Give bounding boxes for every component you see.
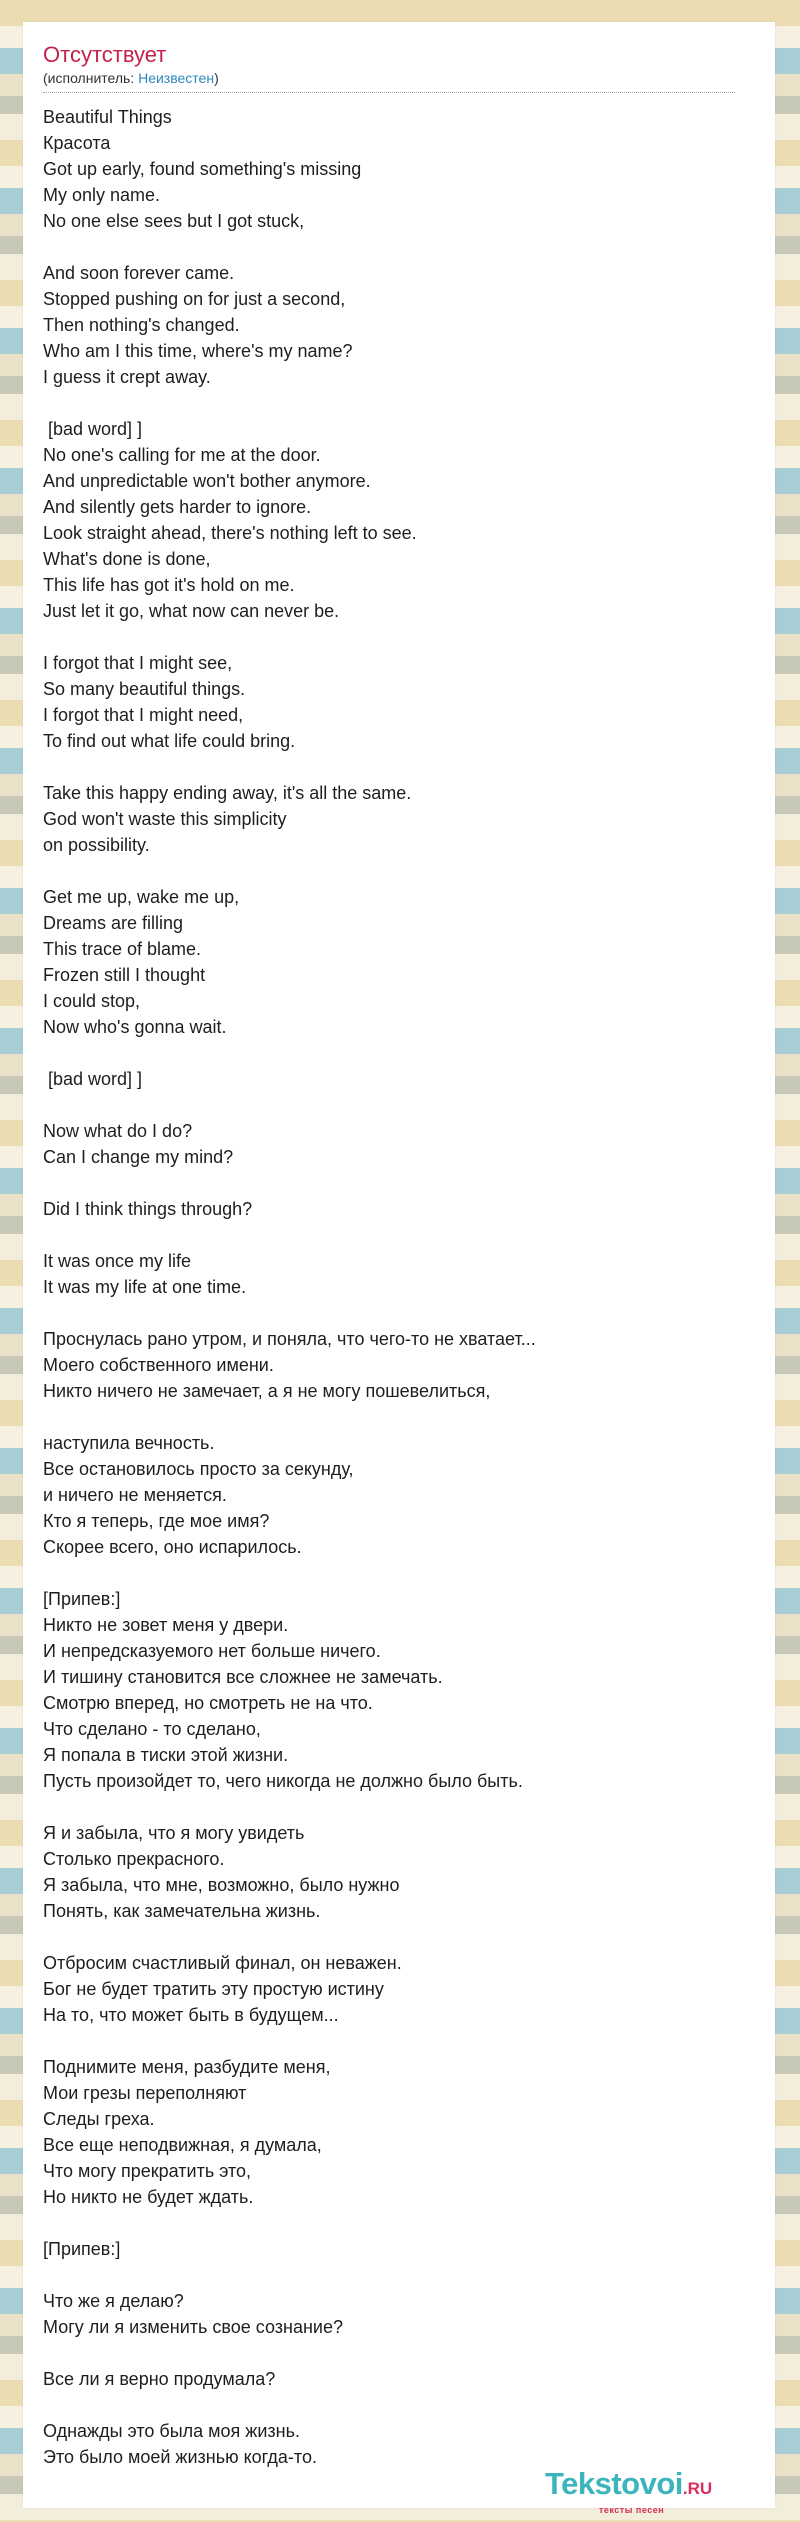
lyric-line: Что сделано - то сделано, — [43, 1719, 261, 1739]
page-content — [23, 22, 775, 2508]
lyric-line: I guess it crept away. — [43, 367, 211, 387]
lyric-line — [43, 1404, 743, 1430]
lyric-line — [43, 1092, 743, 1118]
lyric-line: No one's calling for me at the door. — [43, 445, 321, 465]
lyric-line: Beautiful Things — [43, 107, 172, 127]
lyric-line: Then nothing's changed. — [43, 315, 240, 335]
lyric-line — [43, 390, 743, 416]
lyric-line: [bad word] ] — [43, 419, 143, 439]
lyric-line: I could stop, — [43, 991, 141, 1011]
lyric-line: Поднимите меня, разбудите меня, — [43, 2057, 331, 2077]
lyrics-text — [43, 104, 743, 2470]
lyric-line: Никто не зовет меня у двери. — [43, 1615, 289, 1635]
lyric-line: [Припев:] — [43, 2239, 121, 2259]
lyric-line: My only name. — [43, 185, 161, 205]
lyric-line: Столько прекрасного. — [43, 1849, 225, 1869]
lyric-line: Но никто не будет ждать. — [43, 2187, 254, 2207]
lyric-line: Take this happy ending away, it's all the same. — [43, 783, 412, 803]
lyric-line: Now who's gonna wait. — [43, 1017, 227, 1037]
lyric-line: Dreams are filling — [43, 913, 184, 933]
lyric-line: Что же я делаю? — [43, 2291, 184, 2311]
lyric-line: Look straight ahead, there's nothing left to see. — [43, 523, 417, 543]
lyric-line: It was my life at one time. — [43, 1277, 247, 1297]
lyric-line: Я попала в тиски этой жизни. — [43, 1745, 289, 1765]
lyric-line: Могу ли я изменить свое сознание? — [43, 2317, 344, 2337]
lyric-line: This trace of blame. — [43, 939, 202, 959]
lyric-line: И непредсказуемого нет больше ничего. — [43, 1641, 381, 1661]
lyric-line: So many beautiful things. — [43, 679, 246, 699]
lyric-line: Frozen still I thought — [43, 965, 206, 985]
lyric-line: And soon forever came. — [43, 263, 235, 283]
lyric-line: Я и забыла, что я могу увидеть — [43, 1823, 305, 1843]
lyric-line: Моего собственного имени. — [43, 1355, 274, 1375]
lyric-line — [43, 2392, 743, 2418]
lyric-line: I forgot that I might see, — [43, 653, 233, 673]
lyric-line: on possibility. — [43, 835, 150, 855]
lyric-line: Just let it go, what now can never be. — [43, 601, 340, 621]
lyric-line — [43, 1924, 743, 1950]
lyric-line: Stopped pushing on for just a second, — [43, 289, 346, 309]
lyric-line: и ничего не меняется. — [43, 1485, 227, 1505]
song-title: Отсутствует — [43, 42, 167, 67]
lyric-line — [43, 1170, 743, 1196]
lyric-line: Следы греха. — [43, 2109, 155, 2129]
lyric-line: No one else sees but I got stuck, — [43, 211, 305, 231]
lyric-line: наступила вечность. — [43, 1433, 215, 1453]
lyric-line: Got up early, found something's missing — [43, 159, 362, 179]
lyric-line: And unpredictable won't bother anymore. — [43, 471, 371, 491]
logo-wordmark — [545, 2468, 755, 2505]
lyric-line: What's done is done, — [43, 549, 211, 569]
lyric-line: Я забыла, что мне, возможно, было нужно — [43, 1875, 400, 1895]
artist-prefix: (исполнитель: — [43, 70, 139, 86]
lyric-line: To find out what life could bring. — [43, 731, 296, 751]
lyric-line: Now what do I do? — [43, 1121, 193, 1141]
lyric-line: Who am I this time, where's my name? — [43, 341, 353, 361]
lyric-line: Did I think things through? — [43, 1199, 253, 1219]
logo-main-text: Tekstovoi — [545, 2466, 683, 2501]
artist-link[interactable]: Неизвестен — [138, 70, 215, 86]
lyric-line: This life has got it's hold on me. — [43, 575, 295, 595]
lyric-line: Пусть произойдет то, чего никогда не должно было быть. — [43, 1771, 523, 1791]
lyric-line: Однажды это была моя жизнь. — [43, 2421, 300, 2441]
lyric-line — [43, 624, 743, 650]
lyric-line: Бог не будет тратить эту простую истину — [43, 1979, 384, 1999]
lyric-line: Понять, как замечательна жизнь. — [43, 1901, 321, 1921]
lyric-line: Can I change my mind? — [43, 1147, 234, 1167]
lyric-line — [43, 1040, 743, 1066]
lyric-line — [43, 1300, 743, 1326]
lyric-line: God won't waste this simplicity — [43, 809, 287, 829]
lyric-line: И тишину становится все сложнее не замечать. — [43, 1667, 443, 1687]
lyric-line — [43, 754, 743, 780]
lyric-line — [43, 1222, 743, 1248]
lyric-line: Красота — [43, 133, 111, 153]
logo-tagline: тексты песен — [599, 2505, 665, 2515]
lyric-line: I forgot that I might need, — [43, 705, 244, 725]
lyric-line — [43, 234, 743, 260]
lyric-line: Все еще неподвижная, я думала, — [43, 2135, 322, 2155]
lyric-line: It was once my life — [43, 1251, 192, 1271]
lyric-line: Что могу прекратить это, — [43, 2161, 252, 2181]
lyric-line: Все ли я верно продумала? — [43, 2369, 276, 2389]
lyric-line: Смотрю вперед, но смотреть не на что. — [43, 1693, 373, 1713]
artist-line — [43, 70, 219, 86]
lyric-line: Get me up, wake me up, — [43, 887, 240, 907]
lyric-line: Это было моей жизнью когда-то. — [43, 2447, 317, 2467]
artist-suffix: ) — [214, 70, 219, 86]
lyric-line — [43, 2210, 743, 2236]
lyric-line: На то, что может быть в будущем... — [43, 2005, 339, 2025]
lyric-line: And silently gets harder to ignore. — [43, 497, 312, 517]
lyric-line — [43, 858, 743, 884]
site-logo[interactable] — [545, 2468, 755, 2516]
lyric-line — [43, 2262, 743, 2288]
lyric-line: Проснулась рано утром, и поняла, что чего-то не хватает... — [43, 1329, 536, 1349]
lyric-line: [bad word] ] — [43, 1069, 143, 1089]
lyric-line — [43, 1794, 743, 1820]
lyric-line — [43, 1560, 743, 1586]
lyric-line: Мои грезы переполняют — [43, 2083, 247, 2103]
lyric-line: Отбросим счастливый финал, он неважен. — [43, 1953, 402, 1973]
divider — [43, 92, 735, 93]
lyric-line: Все остановилось просто за секунду, — [43, 1459, 354, 1479]
lyric-line: [Припев:] — [43, 1589, 121, 1609]
lyric-line — [43, 2340, 743, 2366]
lyric-line — [43, 2028, 743, 2054]
lyric-line: Скорее всего, оно испарилось. — [43, 1537, 302, 1557]
lyric-line: Кто я теперь, где мое имя? — [43, 1511, 270, 1531]
lyric-line: Никто ничего не замечает, а я не могу пошевелиться, — [43, 1381, 491, 1401]
logo-accent-text: .RU — [682, 2479, 713, 2498]
